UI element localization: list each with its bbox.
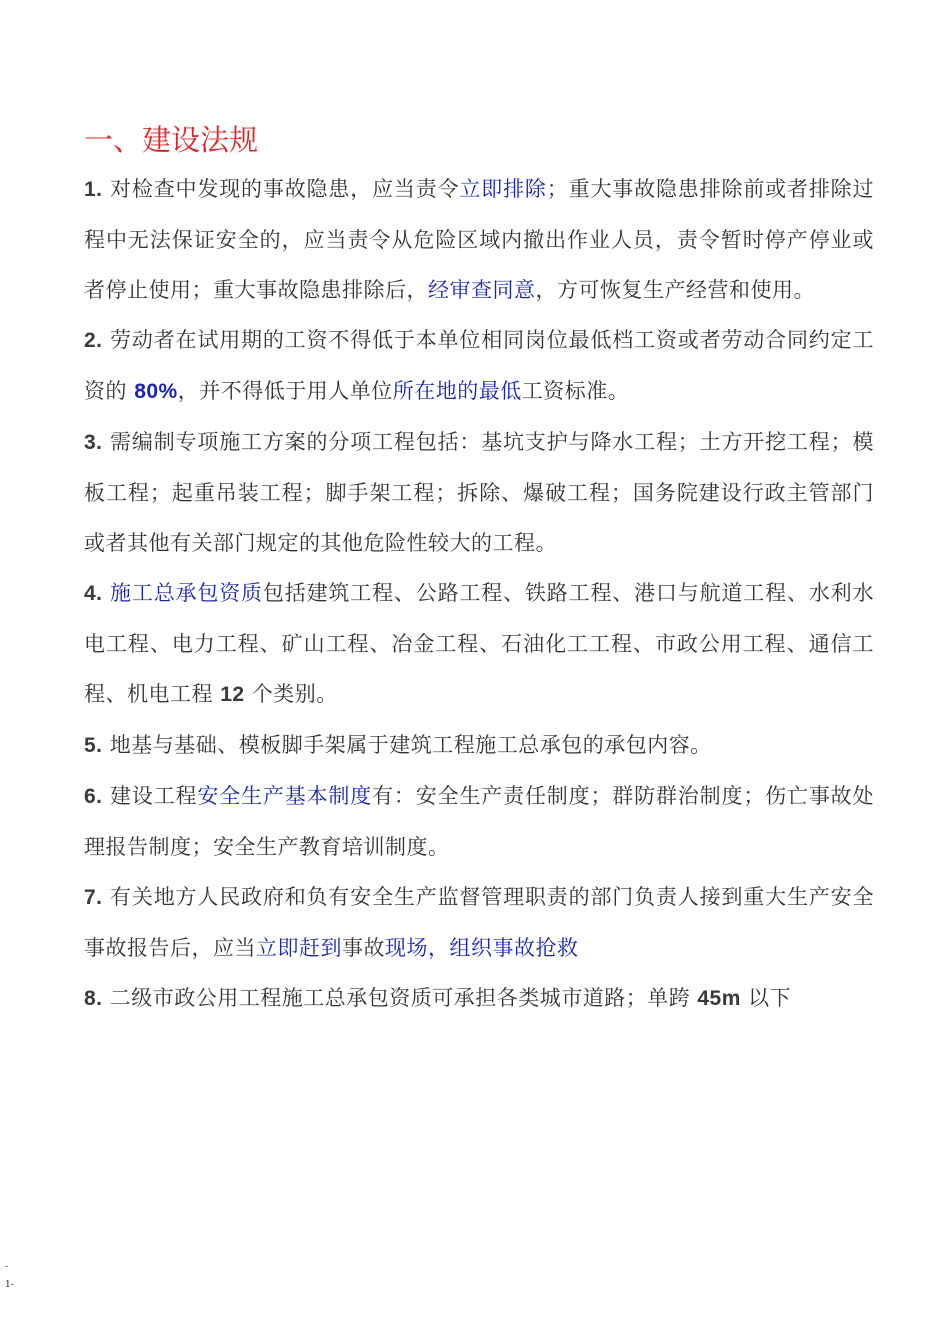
item-text <box>103 581 111 605</box>
item-text: 个类别。 <box>244 682 338 706</box>
highlight-text: 现场，组织事故抢救 <box>385 936 579 960</box>
item-text: ，并不得低于用人单位 <box>177 379 393 403</box>
section-heading: 一、建设法规 <box>84 123 259 157</box>
regulation-item-3 <box>84 417 874 568</box>
highlight-text: 施工总承包资质 <box>110 581 263 605</box>
item-text: 对检查中发现的事故隐患，应当责令 <box>102 177 460 201</box>
item-text: 二级市政公用工程施工总承包资质可承担各类城市道路；单跨 <box>102 986 698 1010</box>
highlight-text: 经审查同意 <box>428 278 536 302</box>
item-text: ，方可恢复生产经营和使用。 <box>535 278 815 302</box>
regulation-item-5 <box>84 720 874 771</box>
inline-number: 12 <box>220 683 245 706</box>
page-footer-mark: - <box>5 1262 9 1272</box>
item-number: 1. <box>84 178 103 201</box>
highlight-text: 立即排除 <box>459 177 547 201</box>
item-text: 以下 <box>740 986 792 1010</box>
item-number: 8. <box>84 987 103 1010</box>
regulation-item-6 <box>84 771 874 872</box>
item-text: 建设工程 <box>102 784 198 808</box>
regulation-list <box>84 164 874 1024</box>
item-number: 3. <box>84 431 103 454</box>
item-text: 劳动者在试用期的工资不得低于本单位相同岗位最低档工资或者劳动合同约定工资的 <box>84 328 874 403</box>
highlight-text: 立即赶到 <box>256 936 342 960</box>
highlight-number: 80% <box>134 380 178 403</box>
regulation-item-4 <box>84 568 874 720</box>
regulation-item-7 <box>84 872 874 973</box>
item-text: 包括建筑工程、公路工程、铁路工程、港口与航道工程、水利水电工程、电力工程、矿山工程、冶金工程、石油化工工程、市政公用工程、通信工程、机电工程 <box>84 581 874 706</box>
item-number: 5. <box>84 734 103 757</box>
item-text: ；重大事故隐患排除前或者排除过程中无法保证安全的，应当责令从危险区域内撤出作业人员，责令暂时停产停业或者停止使用；重大事故隐患排除后， <box>84 177 874 302</box>
item-text: 需编制专项施工方案的分项工程包括：基坑支护与降水工程；土方开挖工程；模板工程；起重吊装工程；脚手架工程；拆除、爆破工程；国务院建设行政主管部门或者其他有关部门规定的其他危险性较大的工程。 <box>84 430 874 555</box>
item-text: 工资标准。 <box>521 379 630 403</box>
item-text: 地基与基础、模板脚手架属于建筑工程施工总承包的承包内容。 <box>102 733 712 757</box>
regulation-item-8 <box>84 973 874 1024</box>
regulation-item-2 <box>84 315 874 417</box>
item-text: 有：安全生产责任制度；群防群治制度；伤亡事故处理报告制度；安全生产教育培训制度。 <box>84 784 875 859</box>
item-number: 4. <box>84 582 103 605</box>
item-number: 7. <box>84 886 103 909</box>
item-number: 2. <box>84 329 103 352</box>
item-number: 6. <box>84 785 103 808</box>
item-text: 有关地方人民政府和负有安全生产监督管理职责的部门负责人接到重大生产安全事故报告后，应当 <box>84 885 874 960</box>
highlight-text: 安全生产基本制度 <box>197 784 373 808</box>
regulation-item-1 <box>84 164 874 315</box>
page-number: 1- <box>5 1280 14 1290</box>
inline-number: 45m <box>697 987 741 1010</box>
item-text: 事故 <box>342 936 385 960</box>
highlight-text: 所在地的最低 <box>392 379 522 403</box>
